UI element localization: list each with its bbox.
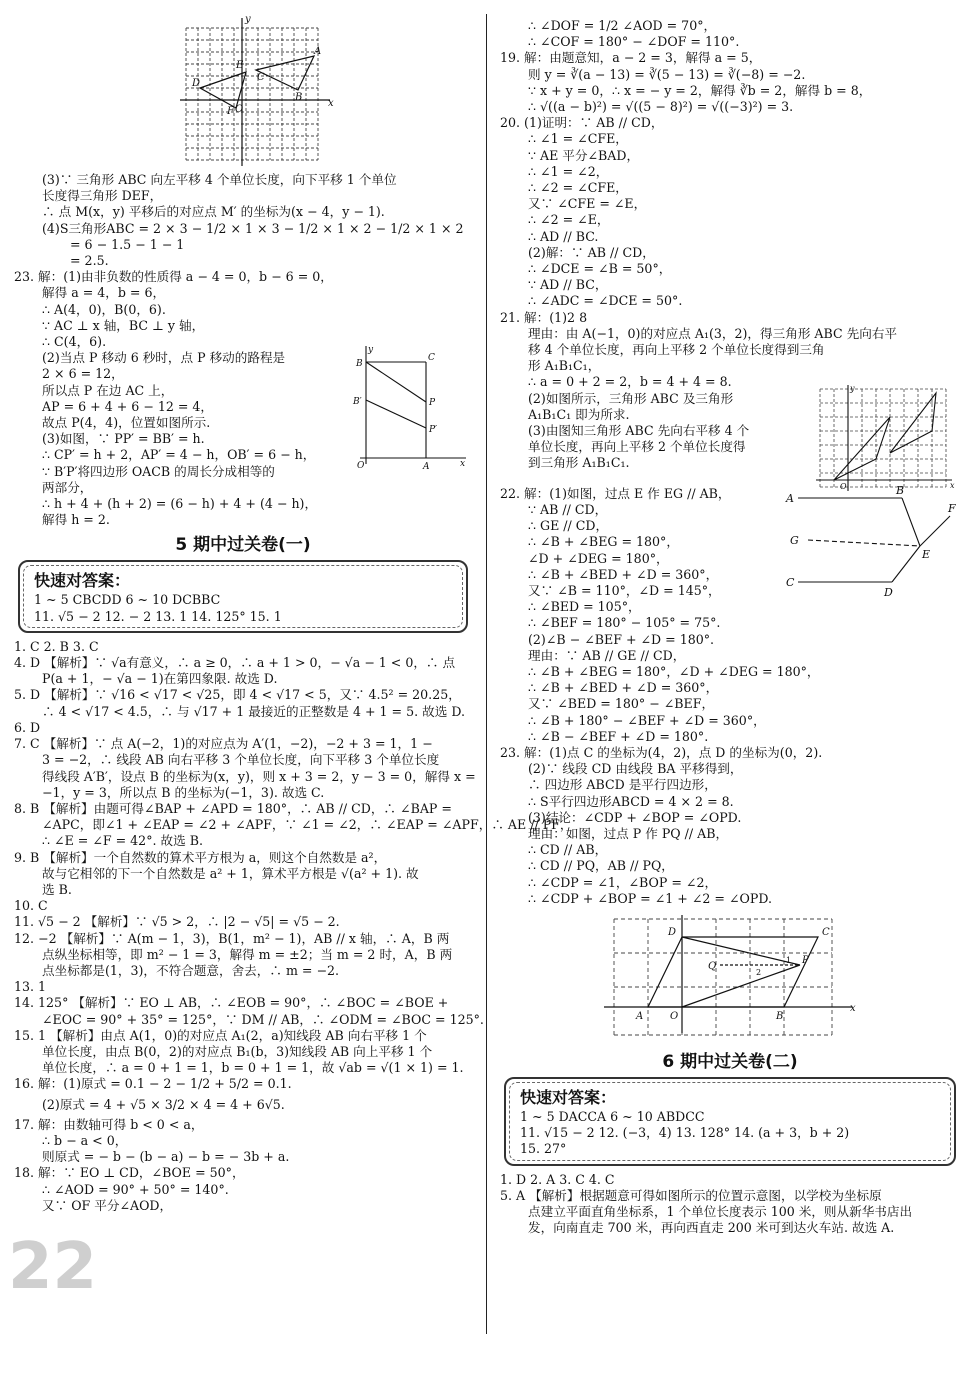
text-line: 16. 解：(1)原式 = 0.1 − 2 − 1/2 + 5/2 = 0.1.: [14, 1076, 292, 1092]
text-line: ∴ CD // AB，: [528, 842, 608, 858]
text-line: 单位长度，再向上平移 2 个单位长度得: [528, 439, 746, 455]
problem23-block: [14, 345, 472, 528]
text-line: ∴ ∠COF = 180° − ∠DOF = 110°.: [528, 34, 740, 50]
text-line: 理由：如图，过点 P 作 PQ // AB，: [528, 825, 729, 841]
fig5-label-q: Q: [708, 960, 717, 972]
text-line: A₁B₁C₁ 即为所求.: [528, 406, 630, 422]
figure-grid-triangles: [14, 0, 472, 172]
text-line: 移 4 个单位长度，再向上平移 2 个单位长度得到三角: [528, 342, 825, 358]
fig5-label-c: C: [822, 926, 830, 938]
text-line: 5. D 【解析】∵ √16 < √17 < √25，即 4 < √17 < 5，又∵ 4.5² = 20.25，: [14, 687, 461, 703]
fig1-label-o: O: [235, 104, 244, 115]
text-line: 10. C: [14, 898, 48, 914]
text-line: 3 = −2，∴ 线段 AB 向右平移 3 个单位长度，向下平移 3 个单位长度: [42, 752, 440, 768]
text-line: (2)∠B − ∠BEF + ∠D = 180°.: [528, 631, 715, 647]
text-line: (3)结论：∠CDP + ∠BOP = ∠OPD.: [528, 809, 742, 825]
fig1-label-d: D: [192, 78, 201, 89]
text-line: 18. 解：∵ EO ⊥ CD，∠BOE = 50°，: [14, 1165, 245, 1181]
right-column: [500, 0, 960, 1236]
text-line: 14. 125° 【解析】∵ EO ⊥ AB，∴ ∠EOB = 90°，∴ ∠BOC = ∠BOE +: [14, 995, 449, 1011]
text-line: 12. −2 【解析】∵ A(m − 1，3)，B(1，m² − 1)，AB // x 轴，∴ A，B 两: [14, 930, 450, 946]
text-line: 选 B.: [42, 881, 72, 897]
quick-answer-box-6: [504, 1077, 956, 1166]
text-line: ∵ AD // BC，: [528, 277, 608, 293]
fig5-label-angle1: 1: [786, 955, 792, 965]
text-line: ∴ ∠AOD = 90° + 50° = 140°.: [42, 1181, 229, 1197]
text-line: 单位长度，由点 B(0，2)的对应点 B₁(b，3)知线段 AB 向上平移 1 个: [42, 1043, 433, 1059]
text-line: AP = 6 + 4 + 6 − 12 = 4，: [42, 398, 214, 414]
text-line: ∴ GE // CD，: [528, 518, 609, 534]
text-line: 21. 解：(1)2 8: [500, 309, 588, 325]
text-line: (2)如图所示，三角形 ABC 及三角形: [528, 390, 734, 406]
fig2-label-c: C: [428, 353, 435, 364]
text-line: 发，向南直走 700 米，再向西直走 200 米可到达火车站. 故选 A.: [528, 1220, 895, 1236]
fig2-label-b: B: [356, 359, 363, 370]
fig5-label-d: D: [668, 926, 677, 938]
text-line: (4)S三角形ABC = 2 × 3 − 1/2 × 1 × 3 − 1/2 × 1 × 2 − 1/2 × 1 × 2: [42, 220, 464, 236]
text-line: ∴ ∠ADC = ∠DCE = 50°.: [528, 293, 683, 309]
text-line: ∴ ∠1 = ∠2，: [528, 163, 609, 179]
fig1-label-a: A: [314, 46, 322, 57]
figure-grid-translation: [816, 383, 958, 493]
text-line: 又∵ OF 平分∠AOD，: [42, 1197, 173, 1213]
quick-answer-title: 快速对答案：: [34, 571, 131, 591]
text-line: 解得 a = 4，b = 6，: [42, 285, 166, 301]
fig4-label-d: D: [884, 585, 893, 599]
text-line: (3)如图，∵ PP′ = BB′ = h.: [42, 431, 205, 447]
text-line: 则原式 = − b − (b − a) − b = − 3b + a.: [42, 1149, 290, 1165]
text-line: 1. D 2. A 3. C 4. C: [500, 1171, 615, 1187]
text-line: 解得 h = 2.: [42, 512, 110, 528]
fig4-label-f: F: [948, 501, 956, 515]
text-line: ∴ ∠B + 180° − ∠BEF + ∠D = 360°，: [528, 712, 766, 728]
text-line: (2)当点 P 移动 6 秒时，点 P 移动的路程是: [42, 350, 286, 366]
text-line: ∴ C(4，6).: [42, 334, 107, 350]
text-line: 23. 解：(1)点 C 的坐标为(4，2)，点 D 的坐标为(0，2).: [500, 744, 823, 760]
fig1-label-y: y: [245, 14, 251, 25]
text-line: (2)∵ 线段 CD 由线段 BA 平移得到，: [528, 761, 743, 777]
text-line: P(a + 1，− √a − 1)在第四象限. 故选 D.: [42, 671, 278, 687]
fig2-label-x: x: [460, 459, 466, 470]
quick-answer-box-5: [18, 560, 468, 632]
text-line: ∴ ∠1 = ∠CFE，: [528, 131, 628, 147]
text-line: 形 A₁B₁C₁，: [528, 358, 601, 374]
fig1-label-c: C: [257, 72, 265, 83]
text-line: 得线段 A′B′，设点 B 的坐标为(x，y)，则 x + 3 = 2，y − 3 = 0，解得 x =: [42, 768, 476, 784]
text-line: 7. C 【解析】∵ 点 A(−2，1)的对应点为 A′(1，−2)，−2 + 3 = 1，1 −: [14, 736, 433, 752]
text-line: 17. 解：由数轴可得 b < 0 < a，: [14, 1116, 204, 1132]
section-title-5: 5 期中过关卷(一): [175, 535, 311, 556]
text-line: 点建立平面直角坐标系，1 个单位长度表示 100 米，则从新华书店出: [528, 1203, 913, 1219]
text-line: 1. C 2. B 3. C: [14, 638, 99, 654]
text-line: ∴ 四边形 ABCD 是平行四边形，: [528, 777, 717, 793]
text-line: 2 × 6 = 12，: [42, 366, 124, 382]
text-line: 22. 解：(1)如图，过点 E 作 EG // AB，: [500, 485, 731, 501]
text-line: ∵ B′P′将四边形 OACB 的周长分成相等的: [42, 463, 275, 479]
figure-parallel-lines: [786, 483, 958, 599]
text-line: ∴ ∠E = ∠F = 42°. 故选 B.: [42, 833, 203, 849]
text-line: (2)解：∵ AB // CD，: [528, 244, 655, 260]
quick-answer-line: 11. √15 − 2 12. (−3，4) 13. 128° 14. (a + 3，b + 2): [520, 1125, 850, 1141]
fig5-label-b: B: [776, 1010, 784, 1022]
fig2-label-y: y: [368, 345, 374, 356]
text-line: ∴ 点 M(x，y) 平移后的对应点 M′ 的坐标为(x − 4，y − 1).: [42, 204, 385, 220]
fig5-label-o: O: [670, 1010, 679, 1022]
fig5-label-angle2: 2: [756, 967, 762, 977]
text-line: ∴ b − a < 0，: [42, 1132, 128, 1148]
figure-rectangle-oacb: [340, 342, 468, 474]
text-line: ∵ x + y = 0，∴ x = − y = 2，解得 ∛b = 2，解得 b = 8，: [528, 82, 872, 98]
text-line: 13. 1: [14, 979, 47, 995]
text-line: 19. 解：由题意知，a − 2 = 3，解得 a = 5，: [500, 50, 762, 66]
text-line: 又∵ ∠CFE = ∠E，: [528, 196, 647, 212]
quick-answer-line: 1 ~ 5 CBCDD 6 ~ 10 DCBBC: [34, 592, 221, 608]
fig1-label-x: x: [328, 98, 334, 109]
text-line: 6. D: [14, 719, 41, 735]
text-line: 4. D 【解析】∵ √a有意义，∴ a ≥ 0，∴ a + 1 > 0，− √a − 1 < 0，∴ 点: [14, 655, 456, 671]
text-line: ∴ ∠B + ∠BED + ∠D = 360°，: [528, 680, 719, 696]
text-line: ∴ AD // BC.: [528, 228, 599, 244]
text-line: (3)由图知三角形 ABC 先向右平移 4 个: [528, 423, 750, 439]
fig5-label-x: x: [850, 1002, 856, 1014]
fig4-label-g: G: [790, 533, 799, 547]
fig4-label-b: B: [896, 483, 905, 497]
text-line: ∴ CD // PQ，AB // PQ，: [528, 858, 674, 874]
text-line: 理由：由 A(−1，0)的对应点 A₁(3，2)，得三角形 ABC 先向右平: [528, 325, 898, 341]
text-line: 23. 解：(1)由非负数的性质得 a − 4 = 0，b − 6 = 0，: [14, 269, 333, 285]
fig1-label-e: E: [236, 60, 244, 71]
fig3-label-x: x: [950, 480, 955, 490]
text-line: ∴ ∠B − ∠BEF + ∠D = 180°.: [528, 728, 709, 744]
text-line: 点纵坐标相等，即 m² − 1 = 3，解得 m = ±2；当 m = 2 时，A，B 两: [42, 946, 453, 962]
fig4-label-a: A: [786, 491, 794, 505]
quick-answer-line: 1 ~ 5 DACCA 6 ~ 10 ABDCC: [520, 1108, 705, 1124]
fig4-label-e: E: [922, 547, 931, 561]
text-line: 点坐标都是(1，3)，不符合题意，舍去，∴ m = −2.: [42, 962, 340, 978]
fig4-label-c: C: [786, 575, 795, 589]
text-line: 则 y = ∛(a − 13) = ∛(5 − 13) = ∛(−8) = −2.: [528, 66, 806, 82]
text-line: 到三角形 A₁B₁C₁.: [528, 455, 630, 471]
fig2-label-b-prime: B′: [353, 397, 362, 408]
text-line: ∴ ∠DCE = ∠B = 50°，: [528, 261, 672, 277]
fig1-label-f: F: [227, 106, 234, 117]
text-line: 9. B 【解析】一个自然数的算术平方根为 a，则这个自然数是 a²，: [14, 849, 387, 865]
problem21-block: [500, 383, 960, 491]
text-line: 理由：∵ AB // GE // CD，: [528, 647, 686, 663]
text-line: ∴ 4 < √17 < 4.5，∴ 与 √17 + 1 最接近的正整数是 4 + 1 = 5. 故选 D.: [42, 703, 465, 719]
text-line: ∵ AE 平分∠BAD，: [528, 147, 640, 163]
text-line: ∠APC，即∠1 + ∠EAP = ∠2 + ∠APF，∵ ∠1 = ∠2，∴ ∠EAP = ∠APF，∴ AE // PF，: [42, 817, 573, 833]
text-line: −1，y = 3，所以点 B 的坐标为(−1，3). 故选 C.: [42, 784, 325, 800]
fig2-label-p-prime: P′: [429, 425, 438, 436]
fig5-label-p: P: [802, 954, 809, 966]
text-line: ∴ ∠B + ∠BEG = 180°，∠D + ∠DEG = 180°，: [528, 663, 820, 679]
text-line: ∵ AB // CD，: [528, 501, 608, 517]
fig3-label-o: O: [840, 481, 847, 491]
text-line: ∠D + ∠DEG = 180°，: [528, 550, 669, 566]
quick-answer-line: 15. 27°: [520, 1141, 567, 1157]
text-line: ∠EOC = 90° + 35° = 125°，∵ DM // AB，∴ ∠ODM = ∠BOC = 125°.: [42, 1011, 484, 1027]
section-title-6: 6 期中过关卷(二): [662, 1051, 798, 1072]
quick-answer-line: 11. √5 − 2 12. − 2 13. 1 14. 125° 15. 1: [34, 608, 282, 624]
text-line: 20. (1)证明：∵ AB // CD，: [500, 115, 664, 131]
fig2-label-p: P: [429, 398, 436, 409]
problem22-23-block: [500, 483, 960, 907]
text-line: ∴ ∠CDP = ∠1，∠BOP = ∠2，: [528, 874, 718, 890]
text-line: 又∵ ∠BED = 180° − ∠BEF，: [528, 696, 715, 712]
text-line: ∴ CP′ = h + 2，AP′ = 4 − h，OB′ = 6 − h，: [42, 447, 316, 463]
page-number: 22: [8, 1230, 98, 1304]
text-line: 11. √5 − 2 【解析】∵ √5 > 2，∴ |2 − √5| = √5 − 2.: [14, 914, 340, 930]
text-line: ∴ ∠2 = ∠CFE，: [528, 180, 628, 196]
fig1-label-b: B: [295, 92, 303, 103]
text-line: ∵ AC ⊥ x 轴，BC ⊥ y 轴，: [42, 317, 205, 333]
text-line: = 2.5.: [70, 253, 109, 269]
text-line: 故点 P(4，4)，位置如图所示.: [42, 415, 211, 431]
text-line: 5. A 【解析】根据题意可得如图所示的位置示意图，以学校为坐标原: [500, 1187, 882, 1203]
text-line: ∴ S平行四边形ABCD = 4 × 2 = 8.: [528, 793, 734, 809]
text-line: ∴ ∠DOF = 1/2 ∠AOD = 70°，: [528, 18, 717, 33]
text-line: ∴ ∠2 = ∠E，: [528, 212, 610, 228]
text-line: ∴ ∠BEF = 180° − 105° = 75°.: [528, 615, 721, 631]
fig3-label-y: y: [850, 383, 855, 393]
text-line: = 6 − 1.5 − 1 − 1: [70, 236, 185, 252]
fig5-label-a: A: [636, 1010, 644, 1022]
text-line: 长度得三角形 DEF，: [42, 188, 163, 204]
figure-parallelogram: [500, 907, 960, 1045]
text-line: (3)∵ 三角形 ABC 向左平移 4 个单位长度，向下平移 1 个单位: [42, 172, 397, 187]
text-line: ∴ A(4，0)，B(0，6).: [42, 301, 166, 317]
text-line: ∴ ∠BED = 105°，: [528, 599, 641, 615]
text-line: 又∵ ∠B = 110°，∠D = 145°，: [528, 582, 721, 598]
text-line: ∴ h + 4 + (h + 2) = (6 − h) + 4 + (4 − h)，: [42, 496, 318, 512]
text-line: 故与它相邻的下一个自然数是 a² + 1，算术平方根是 √(a² + 1). 故: [42, 865, 419, 881]
text-line: 8. B 【解析】由题可得∠BAP + ∠APD = 180°，∴ AB // CD，∴ ∠BAP =: [14, 800, 452, 816]
text-line: ∴ ∠CDP + ∠BOP = ∠1 + ∠2 = ∠OPD.: [528, 890, 772, 906]
text-line: 15. 1 【解析】由点 A(1，0)的对应点 A₁(2，a)知线段 AB 向右平移 1 个: [14, 1027, 427, 1043]
text-line: (2)原式 = 4 + √5 × 3/2 × 4 = 4 + 6√5.: [42, 1096, 285, 1112]
text-line: 两部分，: [42, 479, 93, 495]
text-line: 所以点 P 在边 AC 上，: [42, 382, 174, 398]
column-divider: [486, 14, 487, 1334]
text-line: ∴ √((a − b)²) = √((5 − 8)²) = √((−3)²) = 3.: [528, 99, 794, 115]
fig2-label-o: O: [357, 461, 365, 472]
text-line: ∴ ∠B + ∠BED + ∠D = 360°，: [528, 566, 719, 582]
text-line: ∴ ∠B + ∠BEG = 180°，: [528, 534, 679, 550]
text-line: 单位长度，∴ a = 0 + 1 = 1，b = 0 + 1 = 1，故 √ab = √(1 × 1) = 1.: [42, 1060, 464, 1076]
quick-answer-title: 快速对答案：: [520, 1087, 617, 1107]
fig2-label-a: A: [423, 462, 430, 473]
text-line: ∴ a = 0 + 2 = 2，b = 4 + 4 = 8.: [528, 374, 732, 390]
